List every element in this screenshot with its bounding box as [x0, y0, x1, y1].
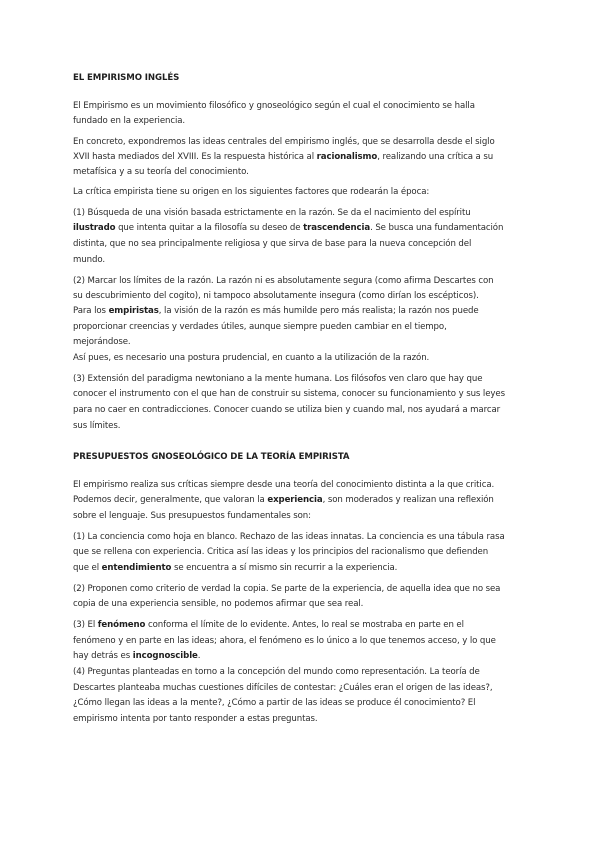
text-run: (3) El: [73, 620, 98, 630]
section-title-presupuestos: PRESUPUESTOS GNOSEOLÓGICO DE LA TEORÍA EMPIRISTA: [73, 452, 350, 462]
text-line: fundado en la experiencia.: [73, 116, 186, 126]
text-line: La crítica empirista tiene su origen en los siguientes factores que rodearán la época:: [73, 187, 430, 197]
text-line: [73, 562, 397, 574]
text-run: , la visión de la razón es más humilde pero más realista; la razón nos puede: [158, 306, 479, 316]
text-line: fenómeno y en parte en las ideas; ahora, el fenómeno es lo único a lo que tenemos acceso, y lo que: [73, 636, 496, 646]
text-run: , realizando una crítica a su: [377, 152, 494, 162]
text-line: [73, 650, 200, 662]
text-line: para no caer en contradicciones. Conocer cuando se utiliza bien y cuando mal, nos ayudará a marcar: [73, 405, 501, 415]
text-line: (2) Proponen como criterio de verdad la copia. Se parte de la experiencia, de aquella idea que no sea: [73, 584, 501, 594]
text-line: empirismo intenta por tanto responder a estas preguntas.: [73, 714, 318, 724]
text-run: Para los: [73, 306, 109, 316]
text-line: (3) Extensión del paradigma newtoniano a la mente humana. Los filósofos ven claro que hay que: [73, 374, 483, 384]
text-line: (1) La conciencia como hoja en blanco. Rechazo de las ideas innatas. La conciencia es una tábula rasa: [73, 532, 505, 542]
text-line: [73, 494, 494, 506]
text-line: [73, 151, 493, 163]
bold-term: trascendencia: [303, 223, 371, 233]
text-line: distinta, que no sea principalmente religiosa y que sirva de base para la nueva concepción del: [73, 239, 472, 249]
text-run: que intenta quitar a la filosofía su deseo de: [115, 223, 304, 233]
text-line: mejorándose.: [73, 337, 131, 347]
bold-term: fenómeno: [97, 620, 146, 630]
text-run: , son moderados y realizan una reflexión: [322, 495, 494, 505]
text-run: .: [197, 651, 201, 661]
text-line: [73, 619, 464, 631]
text-run: XVII hasta mediados del XVIII. Es la respuesta histórica al: [73, 152, 317, 162]
text-line: (4) Preguntas planteadas en torno a la concepción del mundo como representación. La teoría de: [73, 667, 480, 677]
text-line: sus límites.: [73, 421, 121, 431]
text-line: (1) Búsqueda de una visión basada estrictamente en la razón. Se da el nacimiento del espíritu: [73, 208, 471, 218]
bold-term: incognoscible: [132, 651, 198, 661]
bold-term: empiristas: [108, 306, 159, 316]
text-run: hay detrás es: [73, 651, 133, 661]
text-line: El Empirismo es un movimiento filosófico y gnoseológico según el cual el conocimiento se halla: [73, 101, 475, 111]
text-line: mundo.: [73, 255, 105, 265]
text-line: conocer el instrumento con el que han de construir su sistema, conocer su funcionamiento y sus leyes: [73, 389, 505, 399]
bold-term: ilustrado: [73, 223, 116, 233]
text-line: sobre el lenguaje. Sus presupuestos fundamentales son:: [73, 511, 311, 521]
text-line: que se rellena con experiencia. Critica así las ideas y los principios del racionalismo que defienden: [73, 547, 489, 557]
text-line: Así pues, es necesario una postura prudencial, en cuanto a la utilización de la razón.: [73, 353, 430, 363]
text-run: se encuentra a sí mismo sin recurrir a la experiencia.: [171, 563, 398, 573]
text-line: metafísica y a su teoría del conocimiento.: [73, 167, 249, 177]
text-run: que el: [73, 563, 102, 573]
text-line: copia de una experiencia sensible, no podemos afirmar que sea real.: [73, 599, 364, 609]
bold-term: entendimiento: [101, 563, 172, 573]
text-line: [73, 222, 503, 234]
text-run: conforma el límite de lo evidente. Antes, lo real se mostraba en parte en el: [145, 620, 464, 630]
text-line: El empirismo realiza sus críticas siempre desde una teoría del conocimiento distinta a la que critica.: [73, 480, 495, 490]
text-run: . Se busca una fundamentación: [370, 223, 504, 233]
text-line: [73, 305, 479, 317]
section-title-empirismo: EL EMPIRISMO INGLÉS: [73, 73, 180, 83]
text-line: Descartes planteaba muchas cuestiones difíciles de contestar: ¿Cuáles eran el origen de las ideas?,: [73, 683, 493, 693]
text-line: su descubrimiento del cogito), ni tampoco absolutamente insegura (como dirían los escépticos).: [73, 291, 479, 301]
text-line: (2) Marcar los límites de la razón. La razón ni es absolutamente segura (como afirma Descartes con: [73, 276, 494, 286]
text-run: Podemos decir, generalmente, que valoran la: [73, 495, 268, 505]
bold-term: experiencia: [267, 495, 323, 505]
text-line: ¿Cómo llegan las ideas a la mente?, ¿Cómo a partir de las ideas se produce él conocimiento? El: [73, 698, 476, 708]
text-line: proporcionar creencias y verdades útiles, aunque siempre pueden cambiar en el tiempo,: [73, 322, 447, 332]
bold-term: racionalismo: [316, 152, 378, 162]
text-line: En concreto, expondremos las ideas centrales del empirismo inglés, que se desarrolla desde el siglo: [73, 137, 495, 147]
